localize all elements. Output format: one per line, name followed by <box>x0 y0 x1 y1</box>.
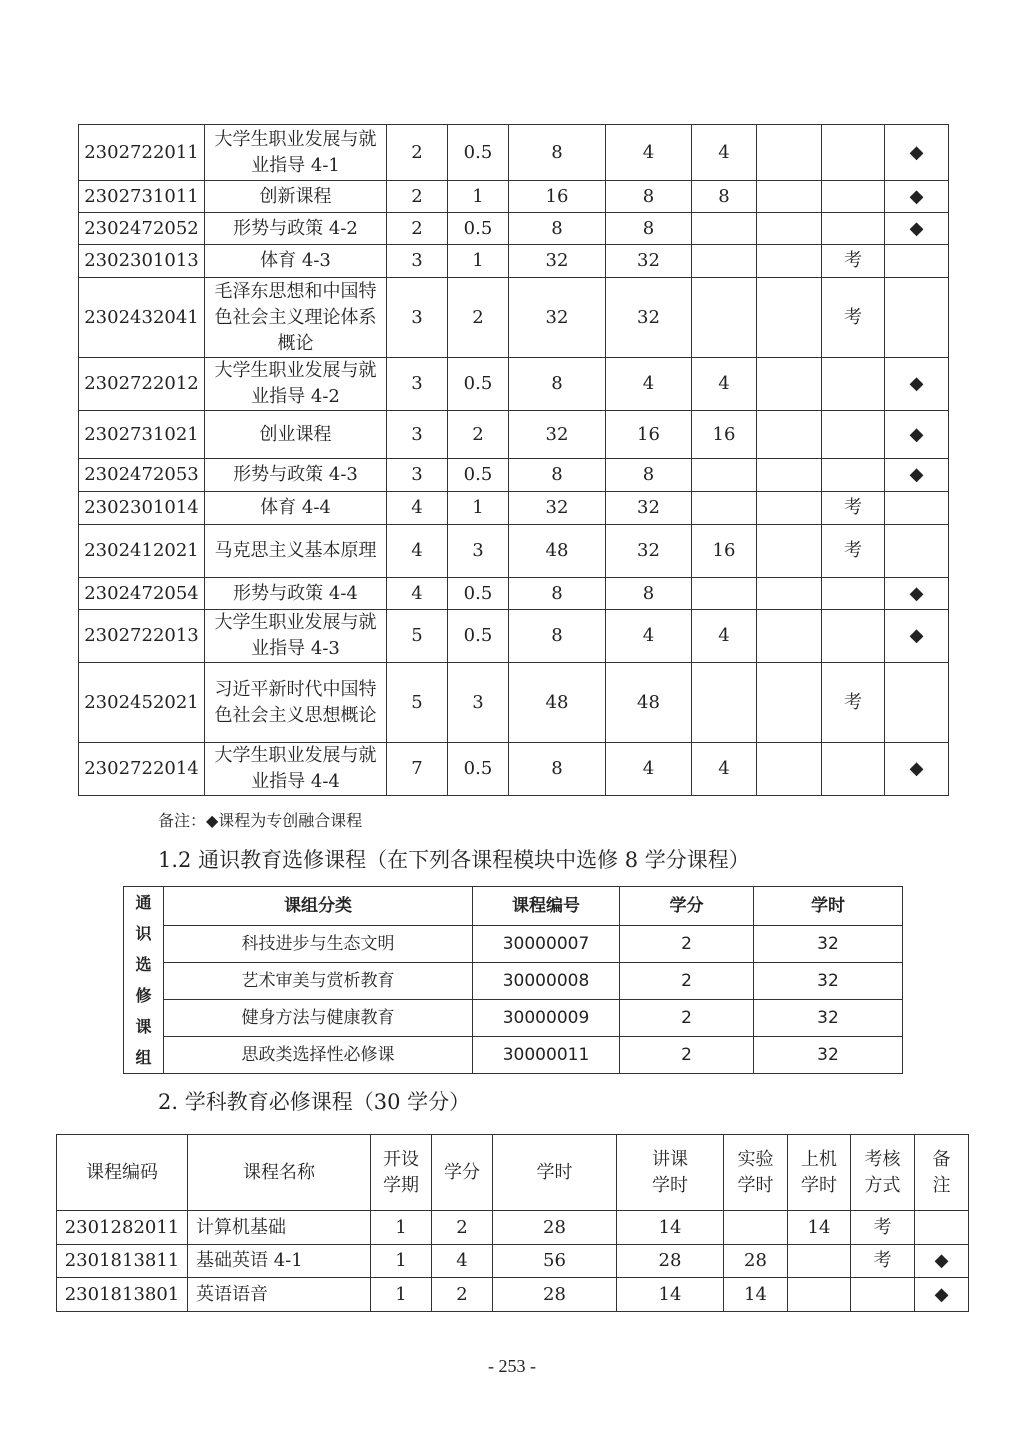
cell-remark <box>885 245 949 278</box>
cell-lab <box>692 578 757 610</box>
cell-computer <box>788 1245 851 1278</box>
cell-remark: ◆ <box>885 411 949 459</box>
side-label-char: 课 <box>135 1017 152 1036</box>
section-1-2-title: 1.2 通识教育选修课程（在下列各课程模块中选修 8 学分课程） <box>158 848 750 872</box>
cell-lecture: 4 <box>606 743 692 796</box>
header-hours: 学时 <box>493 1135 617 1211</box>
cell-name: 体育 4-4 <box>205 492 387 525</box>
table-row <box>79 525 949 578</box>
cell-code: 2302432041 <box>79 278 205 358</box>
cell-hours: 32 <box>509 411 606 459</box>
cell-hours: 8 <box>509 213 606 245</box>
cell-credit: 3 <box>448 663 509 743</box>
cell-name: 创新课程 <box>205 181 387 213</box>
cell-term: 1 <box>371 1278 432 1312</box>
table-row <box>57 1245 969 1278</box>
side-label-char: 修 <box>135 986 152 1005</box>
table-row <box>79 492 949 525</box>
cell-code: 2302452021 <box>79 663 205 743</box>
table-note: 备注：◆课程为专创融合课程 <box>158 811 363 830</box>
cell-remark: ◆ <box>885 578 949 610</box>
discipline-required-table <box>56 1134 969 1312</box>
cell-lecture: 32 <box>606 278 692 358</box>
cell-term: 5 <box>387 610 448 663</box>
cell-computer <box>757 663 822 743</box>
cell-remark <box>915 1211 969 1245</box>
cell-code: 2302722014 <box>79 743 205 796</box>
header-category: 课组分类 <box>164 887 473 926</box>
cell-exam <box>822 743 885 796</box>
cell-name: 形势与政策 4-2 <box>205 213 387 245</box>
cell-remark: ◆ <box>885 743 949 796</box>
cell-credit: 3 <box>448 525 509 578</box>
header-credit: 学分 <box>432 1135 493 1211</box>
cell-hours: 8 <box>509 358 606 411</box>
cell-code: 2301813811 <box>57 1245 188 1278</box>
cell-code: 2302412021 <box>79 525 205 578</box>
cell-hours: 32 <box>509 278 606 358</box>
header-computer: 上机学时 <box>788 1135 851 1211</box>
cell-lecture: 32 <box>606 245 692 278</box>
cell-computer <box>757 278 822 358</box>
cell-remark: ◆ <box>915 1278 969 1312</box>
header-credit: 学分 <box>620 887 754 926</box>
cell-credit: 1 <box>448 181 509 213</box>
cell-name: 毛泽东思想和中国特色社会主义理论体系概论 <box>205 278 387 358</box>
cell-lecture: 48 <box>606 663 692 743</box>
cell-remark <box>885 663 949 743</box>
table-row <box>79 358 949 411</box>
cell-credit: 0.5 <box>448 578 509 610</box>
cell-code: 2302722013 <box>79 610 205 663</box>
table-row <box>79 278 949 358</box>
cell-name: 大学生职业发展与就业指导 4-2 <box>205 358 387 411</box>
header-exam: 考核方式 <box>851 1135 915 1211</box>
cell-term: 4 <box>387 578 448 610</box>
cell-lecture: 4 <box>606 610 692 663</box>
side-label-char: 识 <box>135 924 152 943</box>
cell-hours: 8 <box>509 578 606 610</box>
cell-hours: 8 <box>509 743 606 796</box>
cell-lecture: 14 <box>617 1278 724 1312</box>
table-row <box>79 663 949 743</box>
cell-remark: ◆ <box>885 213 949 245</box>
cell-remark: ◆ <box>915 1245 969 1278</box>
cell-computer <box>757 525 822 578</box>
cell-code: 2302722012 <box>79 358 205 411</box>
cell-exam <box>822 213 885 245</box>
cell-computer <box>757 492 822 525</box>
cell-computer <box>757 245 822 278</box>
cell-exam: 考 <box>851 1245 915 1278</box>
cell-category: 科技进步与生态文明 <box>164 926 473 963</box>
cell-computer <box>757 213 822 245</box>
cell-credit: 2 <box>432 1278 493 1312</box>
cell-code: 2301813801 <box>57 1278 188 1312</box>
cell-lab: 4 <box>692 125 757 181</box>
cell-credit: 2 <box>448 278 509 358</box>
table-row <box>79 125 949 181</box>
cell-remark: ◆ <box>885 610 949 663</box>
table-row <box>124 926 903 963</box>
table-row <box>57 1278 969 1312</box>
cell-lecture: 8 <box>606 181 692 213</box>
cell-exam: 考 <box>822 663 885 743</box>
cell-category: 艺术审美与赏析教育 <box>164 963 473 1000</box>
cell-lab: 28 <box>724 1245 788 1278</box>
cell-lecture: 28 <box>617 1245 724 1278</box>
cell-term: 4 <box>387 525 448 578</box>
cell-credit: 2 <box>620 963 754 1000</box>
cell-exam <box>822 125 885 181</box>
cell-lab <box>692 492 757 525</box>
cell-lab: 4 <box>692 610 757 663</box>
table-row <box>124 1000 903 1037</box>
cell-lab <box>692 459 757 492</box>
cell-credit: 0.5 <box>448 610 509 663</box>
cell-hours: 56 <box>493 1245 617 1278</box>
cell-hours: 48 <box>509 663 606 743</box>
cell-computer <box>757 610 822 663</box>
cell-credit: 1 <box>448 245 509 278</box>
cell-lab: 16 <box>692 525 757 578</box>
side-label-char: 通 <box>135 893 152 912</box>
cell-exam <box>822 610 885 663</box>
cell-exam: 考 <box>822 525 885 578</box>
cell-remark <box>885 492 949 525</box>
cell-computer <box>757 181 822 213</box>
cell-credit: 0.5 <box>448 459 509 492</box>
cell-category: 思政类选择性必修课 <box>164 1037 473 1074</box>
cell-name: 创业课程 <box>205 411 387 459</box>
cell-remark <box>885 278 949 358</box>
cell-term: 1 <box>371 1211 432 1245</box>
cell-remark: ◆ <box>885 459 949 492</box>
table-row <box>79 743 949 796</box>
cell-term: 7 <box>387 743 448 796</box>
cell-course-no: 30000011 <box>473 1037 620 1074</box>
cell-code: 2301282011 <box>57 1211 188 1245</box>
cell-hours: 32 <box>754 926 903 963</box>
page-number: - 253 - <box>488 1356 536 1376</box>
cell-credit: 1 <box>448 492 509 525</box>
cell-computer <box>757 743 822 796</box>
cell-lab <box>692 245 757 278</box>
cell-credit: 0.5 <box>448 358 509 411</box>
table-row <box>79 610 949 663</box>
cell-hours: 16 <box>509 181 606 213</box>
cell-category: 健身方法与健康教育 <box>164 1000 473 1037</box>
cell-hours: 32 <box>754 963 903 1000</box>
cell-lecture: 8 <box>606 578 692 610</box>
cell-credit: 0.5 <box>448 125 509 181</box>
cell-exam <box>822 459 885 492</box>
cell-name: 形势与政策 4-4 <box>205 578 387 610</box>
cell-exam <box>851 1278 915 1312</box>
table-row <box>79 181 949 213</box>
table-row <box>79 578 949 610</box>
cell-term: 5 <box>387 663 448 743</box>
cell-lab: 14 <box>724 1278 788 1312</box>
cell-lecture: 32 <box>606 525 692 578</box>
cell-name: 大学生职业发展与就业指导 4-1 <box>205 125 387 181</box>
header-remark: 备注 <box>915 1135 969 1211</box>
cell-hours: 32 <box>754 1000 903 1037</box>
cell-term: 2 <box>387 213 448 245</box>
cell-term: 3 <box>387 459 448 492</box>
cell-lab <box>692 278 757 358</box>
cell-course-no: 30000008 <box>473 963 620 1000</box>
cell-hours: 28 <box>493 1278 617 1312</box>
table-row <box>79 245 949 278</box>
cell-exam <box>822 578 885 610</box>
cell-hours: 8 <box>509 125 606 181</box>
cell-computer <box>757 411 822 459</box>
header-lab: 实验学时 <box>724 1135 788 1211</box>
cell-credit: 2 <box>432 1211 493 1245</box>
cell-lecture: 4 <box>606 358 692 411</box>
cell-credit: 2 <box>620 926 754 963</box>
header-term: 开设学期 <box>371 1135 432 1211</box>
cell-lab <box>692 663 757 743</box>
table-row <box>79 213 949 245</box>
cell-lecture: 4 <box>606 125 692 181</box>
cell-code: 2302472054 <box>79 578 205 610</box>
cell-credit: 2 <box>620 1037 754 1074</box>
header-code: 课程编码 <box>57 1135 188 1211</box>
cell-name: 英语语音 <box>188 1278 371 1312</box>
cell-name: 大学生职业发展与就业指导 4-4 <box>205 743 387 796</box>
cell-computer <box>757 358 822 411</box>
cell-remark: ◆ <box>885 358 949 411</box>
cell-computer <box>757 578 822 610</box>
cell-exam: 考 <box>822 492 885 525</box>
cell-term: 3 <box>387 245 448 278</box>
cell-term: 3 <box>387 411 448 459</box>
cell-exam: 考 <box>822 278 885 358</box>
cell-computer <box>757 459 822 492</box>
header-course-no: 课程编号 <box>473 887 620 926</box>
cell-term: 2 <box>387 125 448 181</box>
table-row <box>124 963 903 1000</box>
cell-hours: 48 <box>509 525 606 578</box>
cell-term: 3 <box>387 358 448 411</box>
header-row <box>57 1135 969 1211</box>
general-elective-table <box>123 886 903 1074</box>
table-row <box>124 1037 903 1074</box>
cell-course-no: 30000007 <box>473 926 620 963</box>
cell-lab: 4 <box>692 358 757 411</box>
cell-exam: 考 <box>822 245 885 278</box>
cell-lab <box>692 213 757 245</box>
cell-name: 形势与政策 4-3 <box>205 459 387 492</box>
table-row <box>79 459 949 492</box>
cell-code: 2302731011 <box>79 181 205 213</box>
cell-computer: 14 <box>788 1211 851 1245</box>
cell-hours: 32 <box>754 1037 903 1074</box>
cell-hours: 8 <box>509 459 606 492</box>
cell-remark: ◆ <box>885 125 949 181</box>
side-label-char: 选 <box>135 955 152 974</box>
cell-term: 3 <box>387 278 448 358</box>
cell-lecture: 8 <box>606 459 692 492</box>
cell-name: 习近平新时代中国特色社会主义思想概论 <box>205 663 387 743</box>
header-lecture: 讲课学时 <box>617 1135 724 1211</box>
required-course-table-continued <box>78 124 949 796</box>
cell-credit: 0.5 <box>448 743 509 796</box>
table-row <box>57 1211 969 1245</box>
cell-hours: 28 <box>493 1211 617 1245</box>
cell-name: 计算机基础 <box>188 1211 371 1245</box>
cell-lab: 8 <box>692 181 757 213</box>
cell-remark: ◆ <box>885 181 949 213</box>
cell-term: 1 <box>371 1245 432 1278</box>
cell-lecture: 8 <box>606 213 692 245</box>
section-2-title: 2. 学科教育必修课程（30 学分） <box>158 1090 471 1114</box>
cell-exam: 考 <box>851 1211 915 1245</box>
cell-computer <box>788 1278 851 1312</box>
cell-code: 2302722011 <box>79 125 205 181</box>
cell-computer <box>757 125 822 181</box>
cell-code: 2302472052 <box>79 213 205 245</box>
cell-exam <box>822 358 885 411</box>
cell-course-no: 30000009 <box>473 1000 620 1037</box>
cell-hours: 8 <box>509 610 606 663</box>
cell-code: 2302301013 <box>79 245 205 278</box>
cell-code: 2302731021 <box>79 411 205 459</box>
cell-name: 基础英语 4-1 <box>188 1245 371 1278</box>
cell-lecture: 16 <box>606 411 692 459</box>
header-name: 课程名称 <box>188 1135 371 1211</box>
cell-credit: 2 <box>448 411 509 459</box>
cell-code: 2302301014 <box>79 492 205 525</box>
cell-term: 2 <box>387 181 448 213</box>
side-label-char: 组 <box>135 1048 152 1067</box>
cell-exam <box>822 181 885 213</box>
cell-lab: 4 <box>692 743 757 796</box>
cell-lecture: 14 <box>617 1211 724 1245</box>
cell-term: 4 <box>387 492 448 525</box>
cell-credit: 2 <box>620 1000 754 1037</box>
cell-name: 体育 4-3 <box>205 245 387 278</box>
cell-credit: 4 <box>432 1245 493 1278</box>
cell-hours: 32 <box>509 245 606 278</box>
cell-lab <box>724 1211 788 1245</box>
cell-exam <box>822 411 885 459</box>
cell-name: 马克思主义基本原理 <box>205 525 387 578</box>
cell-lab: 16 <box>692 411 757 459</box>
side-label <box>124 887 164 1074</box>
cell-code: 2302472053 <box>79 459 205 492</box>
cell-hours: 32 <box>509 492 606 525</box>
header-hours: 学时 <box>754 887 903 926</box>
cell-lecture: 32 <box>606 492 692 525</box>
table-row <box>79 411 949 459</box>
cell-remark <box>885 525 949 578</box>
cell-name: 大学生职业发展与就业指导 4-3 <box>205 610 387 663</box>
cell-credit: 0.5 <box>448 213 509 245</box>
